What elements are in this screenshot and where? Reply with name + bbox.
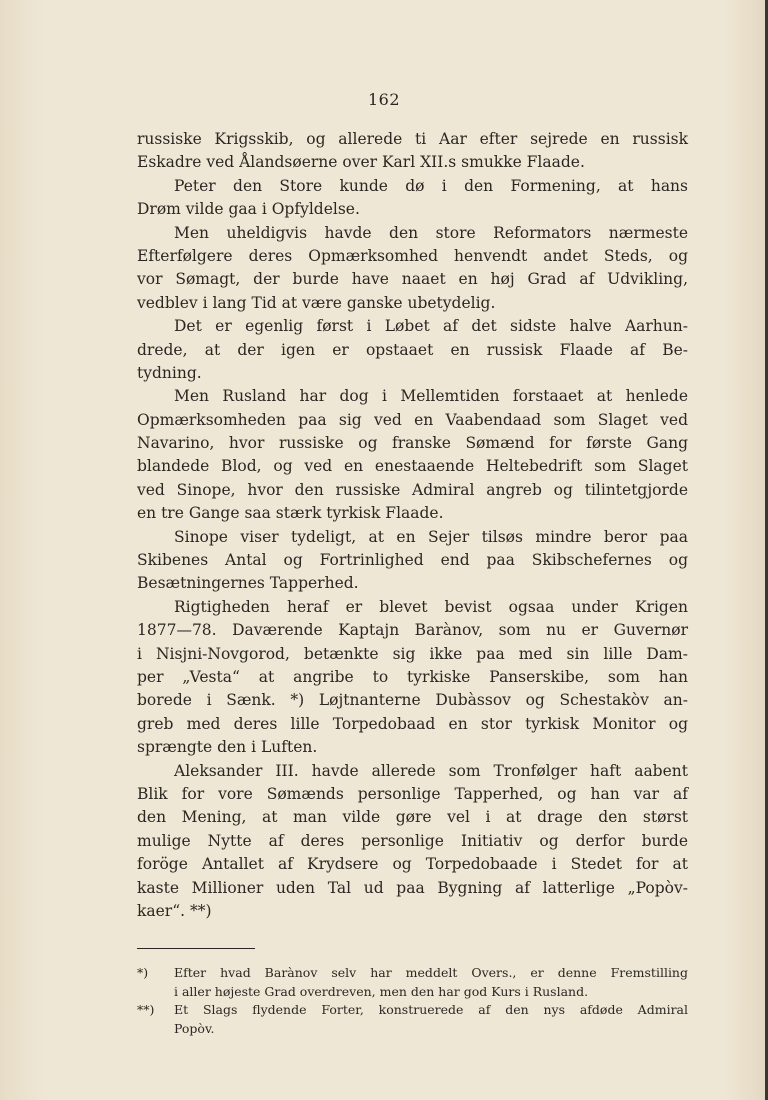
- text-line: Men uheldigvis havde den store Reformators nærmeste: [174, 223, 688, 242]
- text-line: Opmærksomheden paa sig ved en Vaabendaad som Slaget ved: [137, 410, 688, 429]
- text-line: den Mening, at man vilde gøre vel i at drage den størst: [137, 808, 688, 827]
- text-line: drede, at der igen er opstaaet en russisk Flaade af Be-: [137, 340, 688, 359]
- text-line: per „Vesta“ at angribe to tyrkiske Panserskibe, som han: [137, 667, 688, 686]
- text-line: greb med deres lille Torpedobaad en stor tyrkisk Monitor og: [137, 714, 688, 733]
- text-line: Aleksander III. havde allerede som Tronfølger haft aabent: [174, 761, 688, 780]
- text-line: Sinope viser tydeligt, at en Sejer tilsøs mindre beror paa: [174, 527, 688, 546]
- text-line: kaste Millioner uden Tal ud paa Bygning af latterlige „Popòv-: [137, 878, 688, 897]
- footnote-marker: **): [137, 1002, 155, 1017]
- text-line: Blik for vore Sømænds personlige Tapperhed, og han var af: [137, 784, 688, 803]
- text-line: Efterfølgere deres Opmærksomhed henvendt andet Steds, og: [137, 246, 688, 265]
- text-line: tydning.: [137, 363, 202, 382]
- body-text: [137, 128, 688, 923]
- text-line: Peter den Store kunde dø i den Formening, at hans: [174, 176, 688, 195]
- text-line: en tre Gange saa stærk tyrkisk Flaade.: [137, 504, 444, 523]
- footnote-divider: [137, 948, 255, 949]
- text-line: russiske Krigsskib, og allerede ti Aar efter sejrede en russisk: [137, 130, 688, 148]
- text-line: kaer“. **): [137, 901, 212, 920]
- text-line: Skibenes Antal og Fortrinlighed end paa Skibschefernes og: [137, 551, 688, 570]
- text-line: sprængte den i Luften.: [137, 738, 318, 757]
- footnote-line: i aller højeste Grad overdreven, men den har god Kurs i Rusland.: [174, 983, 589, 999]
- text-line: Eskadre ved Ålandsøerne over Karl XII.s smukke Flaade.: [137, 153, 585, 172]
- text-line: i Nisjni-Novgorod, betænkte sig ikke paa med sin lille Dam-: [137, 644, 688, 663]
- text-line: vor Sømagt, der burde have naaet en høj Grad af Udvikling,: [137, 270, 688, 289]
- footnote-line: Et Slags flydende Forter, konstruerede af den nys afdøde Admiral: [174, 1002, 688, 1017]
- text-line: Men Rusland har dog i Mellemtiden forstaaet at henlede: [174, 387, 688, 406]
- text-line: blandede Blod, og ved en enestaaende Heltebedrift som Slaget: [137, 457, 688, 476]
- footnote-2: [137, 1001, 688, 1020]
- text-line: Det er egenlig først i Løbet af det sidste halve Aarhun-: [174, 317, 688, 336]
- text-line: ved Sinope, hvor den russiske Admiral angreb og tilintetgjorde: [137, 480, 688, 499]
- text-line: Rigtigheden heraf er blevet bevist ogsaa under Krigen: [174, 597, 688, 616]
- text-line: mulige Nytte af deres personlige Initiativ og derfor burde: [137, 831, 688, 850]
- text-line: 1877—78. Daværende Kaptajn Barànov, som nu er Guvernør: [137, 621, 688, 640]
- footnotes: [137, 964, 688, 1038]
- text-line: Besætningernes Tapperhed.: [137, 574, 359, 593]
- footnote-line: Popòv.: [174, 1020, 215, 1036]
- text-line: vedblev i lang Tid at være ganske ubetydelig.: [137, 293, 496, 312]
- footnote-line: Efter hvad Barànov selv har meddelt Overs., er denne Fremstilling: [174, 965, 688, 980]
- text-line: Drøm vilde gaa i Opfyldelse.: [137, 200, 360, 219]
- footnote-1: [137, 964, 688, 983]
- text-line: Navarino, hvor russiske og franske Sømænd for første Gang: [137, 434, 688, 453]
- footnote-marker: *): [137, 965, 149, 980]
- text-line: borede i Sænk. *) Løjtnanterne Dubàssov og Schestakòv an-: [137, 691, 688, 710]
- text-line: foröge Antallet af Krydsere og Torpedobaade i Stedet for at: [137, 855, 688, 874]
- page-number: 162: [367, 90, 401, 109]
